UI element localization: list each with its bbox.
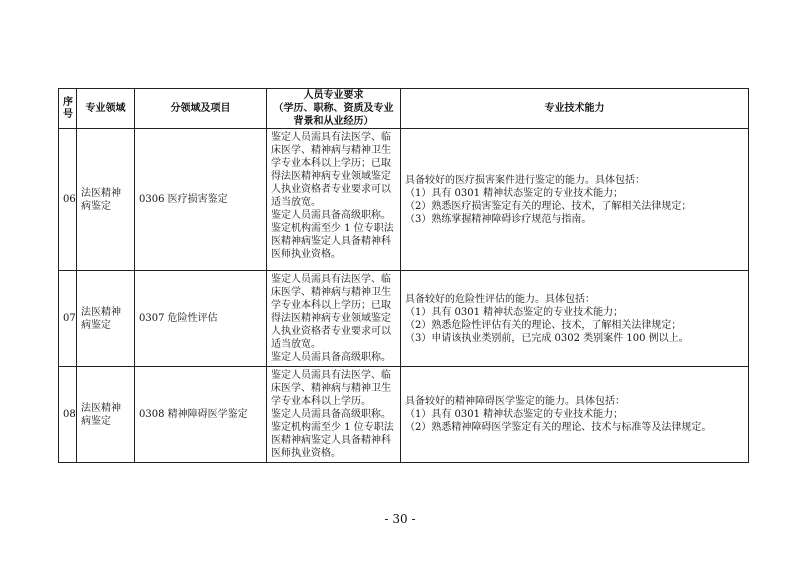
row-field: 法医精神 病鉴定 xyxy=(77,129,135,271)
header-index: 序 号 xyxy=(59,89,77,129)
header-requirements: 人员专业要求 （学历、职称、资质及专业 背景和从业经历） xyxy=(267,89,401,129)
table-row xyxy=(59,129,749,271)
table-row xyxy=(59,271,749,367)
row-ability: 具备较好的危险性评估的能力。具体包括： （1）具有 0301 精神状态鉴定的专业技术能力； （2）熟悉危险性评估有关的理论、技术，了解相关法律规定； （3）申请该执业类别前，已完成 0302 类别案件 100 例以上。 xyxy=(401,271,749,367)
header-field: 专业领域 xyxy=(77,89,135,129)
row-subfield: 0308 精神障碍医学鉴定 xyxy=(135,367,267,463)
header-ability: 专业技术能力 xyxy=(401,89,749,129)
row-index: 06 xyxy=(59,129,77,271)
row-ability: 具备较好的精神障碍医学鉴定的能力。具体包括： （1）具有 0301 精神状态鉴定的专业技术能力； （2）熟悉精神障碍医学鉴定有关的理论、技术与标准等及法律规定。 xyxy=(401,367,749,463)
row-subfield: 0307 危险性评估 xyxy=(135,271,267,367)
qualification-table xyxy=(58,88,749,463)
table-row xyxy=(59,367,749,463)
header-subfield: 分领域及项目 xyxy=(135,89,267,129)
row-index: 07 xyxy=(59,271,77,367)
row-requirements: 鉴定人员需具有法医学、临 床医学、精神病与精神卫生 学专业本科以上学历；已取 得法医精神病专业领域鉴定 人执业资格者专业要求可以 适当放宽。 鉴定人员需具备高级职称。 xyxy=(267,271,401,367)
row-ability: 具备较好的医疗损害案件进行鉴定的能力。具体包括： （1）具有 0301 精神状态鉴定的专业技术能力； （2）熟悉医疗损害鉴定有关的理论、技术，了解相关法律规定； （3）熟练掌握精神障碍诊疗规范与指南。 xyxy=(401,129,749,271)
row-index: 08 xyxy=(59,367,77,463)
row-field: 法医精神 病鉴定 xyxy=(77,367,135,463)
row-requirements: 鉴定人员需具有法医学、临 床医学、精神病与精神卫生 学专业本科以上学历。 鉴定人员需具备高级职称。 鉴定机构需至少 1 位专职法 医精神病鉴定人具备精神科 医师执业资格。 xyxy=(267,367,401,463)
table-header-row xyxy=(59,89,749,129)
page-number: - 30 - xyxy=(384,512,416,526)
row-field: 法医精神 病鉴定 xyxy=(77,271,135,367)
row-requirements: 鉴定人员需具有法医学、临 床医学、精神病与精神卫生 学专业本科以上学历；已取 得法医精神病专业领域鉴定 人执业资格者专业要求可以 适当放宽。 鉴定人员需具备高级职称。 鉴定机构需至少 1 位专职法 医精神病鉴定人具备精神科 医师执业资格。 xyxy=(267,129,401,271)
row-subfield: 0306 医疗损害鉴定 xyxy=(135,129,267,271)
